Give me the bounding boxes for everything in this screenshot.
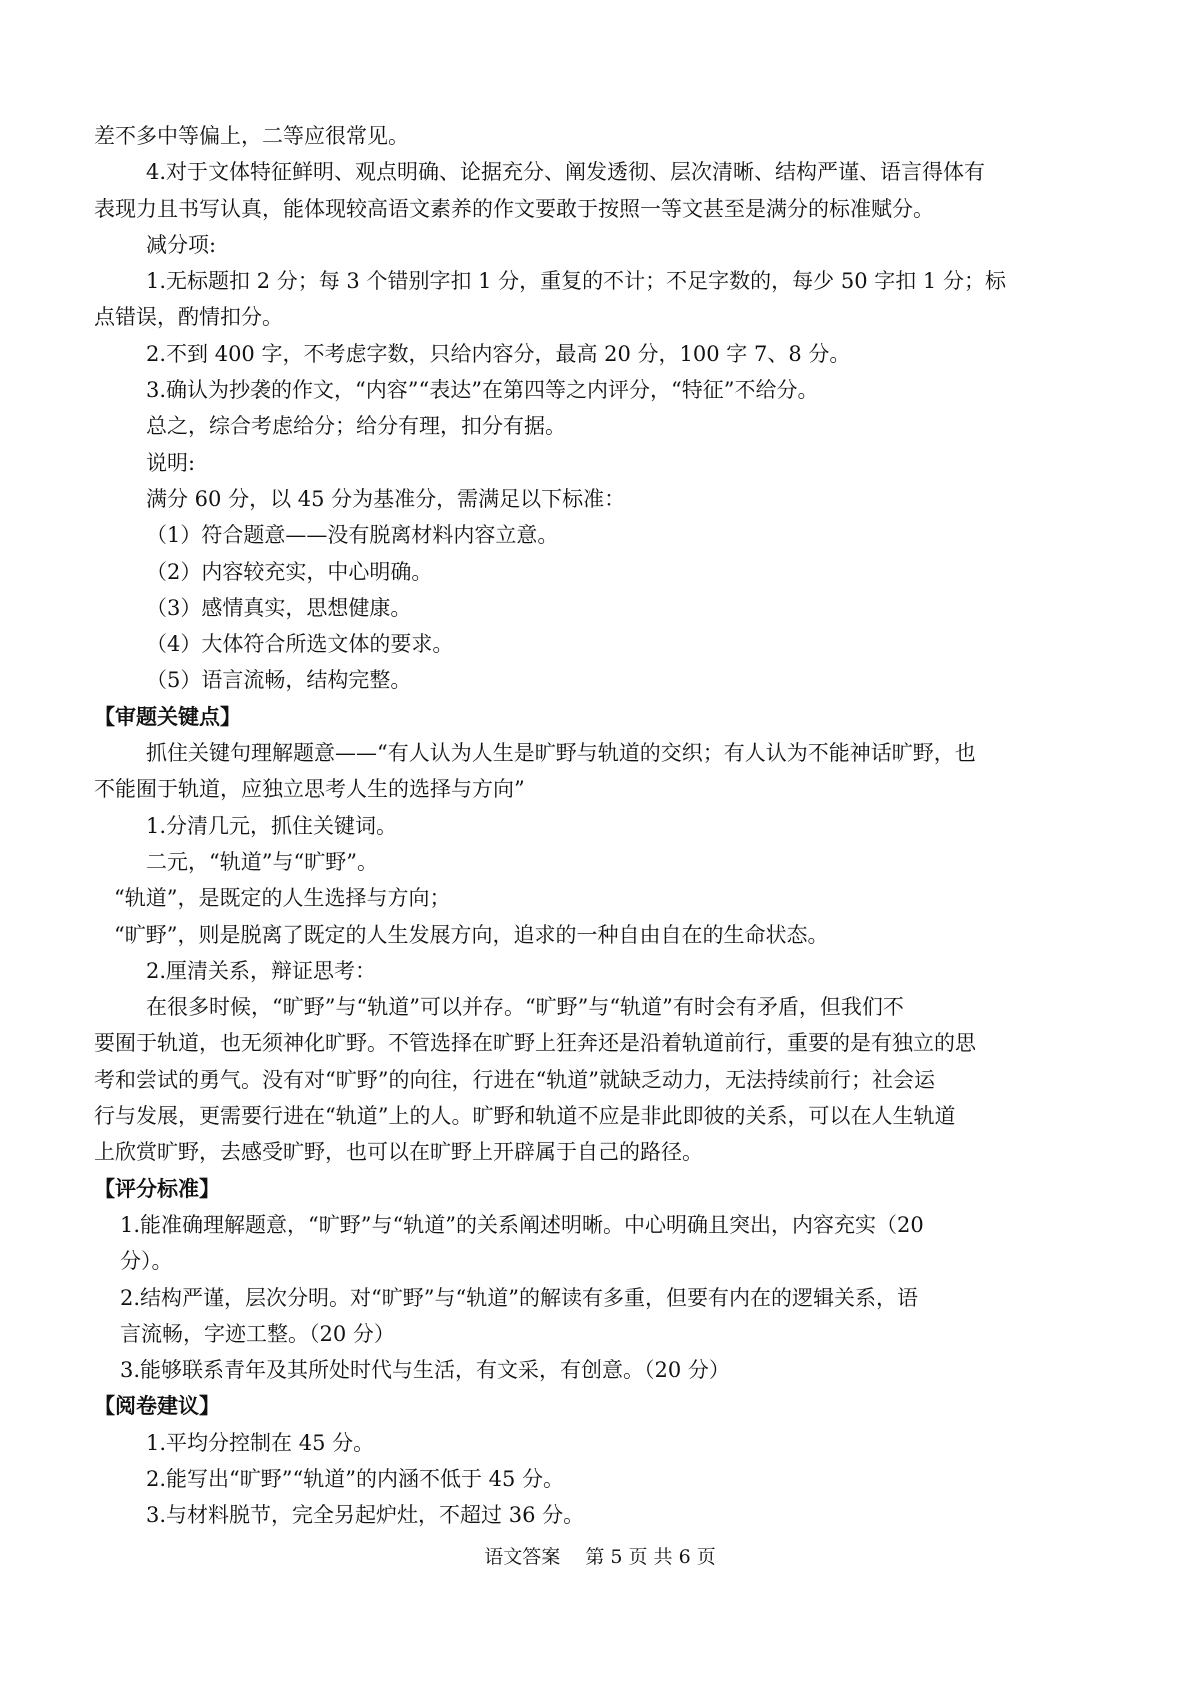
text-line: （2）内容较充实，中心明确。 bbox=[146, 559, 433, 584]
text-line: 总之，综合考虑给分；给分有理，扣分有据。 bbox=[146, 414, 566, 439]
text-line: 1.平均分控制在 45 分。 bbox=[146, 1430, 375, 1455]
text-line: 减分项: bbox=[146, 232, 217, 257]
text-line: （3）感情真实，思想健康。 bbox=[146, 595, 412, 620]
text-line: 表现力且书写认真，能体现较高语文素养的作文要敢于按照一等文甚至是满分的标准赋分。 bbox=[94, 196, 934, 221]
text-line: 1.能准确理解题意，“旷野”与“轨道”的关系阐述明晰。中心明确且突出，内容充实（20 bbox=[120, 1212, 924, 1237]
text-line: 4.对于文体特征鲜明、观点明确、论据充分、阐发透彻、层次清晰、结构严谨、语言得体有 bbox=[146, 160, 986, 185]
text-line: 2.厘清关系，辩证思考： bbox=[146, 958, 377, 983]
text-line: 3.确认为抄袭的作文，“内容”“表达”在第四等之内评分，“特征”不给分。 bbox=[146, 378, 819, 403]
text-line: 2.不到 400 字，不考虑字数，只给内容分，最高 20 分，100 字 7、8 分。 bbox=[146, 341, 851, 366]
text-line: （5）语言流畅，结构完整。 bbox=[146, 668, 412, 693]
text-line: 要囿于轨道，也无须神化旷野。不管选择在旷野上狂奔还是沿着轨道前行，重要的是有独立的思 bbox=[94, 1031, 976, 1056]
text-line: 上欣赏旷野，去感受旷野，也可以在旷野上开辟属于自己的路径。 bbox=[94, 1140, 703, 1165]
text-line: 言流畅，字迹工整。（20 分） bbox=[120, 1321, 395, 1346]
page-footer: 语文答案 第 5 页 共 6 页 bbox=[484, 1546, 716, 1568]
text-line: 1.分清几元，抓住关键词。 bbox=[146, 813, 398, 838]
text-line: “轨道”，是既定的人生选择与方向； bbox=[114, 886, 451, 911]
section-heading: 【审题关键点】 bbox=[94, 704, 241, 729]
text-line: （1）符合题意——没有脱离材料内容立意。 bbox=[146, 523, 559, 548]
text-line: 3.能够联系青年及其所处时代与生活，有文采，有创意。（20 分） bbox=[120, 1358, 730, 1383]
text-line: 2.结构严谨，层次分明。对“旷野”与“轨道”的解读有多重，但要有内在的逻辑关系，语 bbox=[120, 1285, 918, 1310]
text-line: 在很多时候，“旷野”与“轨道”可以并存。“旷野”与“轨道”有时会有矛盾，但我们不 bbox=[146, 995, 904, 1020]
section-heading: 【阅卷建议】 bbox=[94, 1394, 220, 1419]
text-line: 满分 60 分，以 45 分为基准分，需满足以下标准： bbox=[146, 486, 626, 511]
text-line: 差不多中等偏上，二等应很常见。 bbox=[94, 124, 409, 148]
text-line: “旷野”，则是脱离了既定的人生发展方向，追求的一种自由自在的生命状态。 bbox=[114, 922, 829, 947]
section-heading: 【评分标准】 bbox=[94, 1176, 220, 1201]
text-line: 点错误，酌情扣分。 bbox=[94, 305, 283, 330]
text-line: 分）。 bbox=[120, 1249, 173, 1274]
text-line: 二元，“轨道”与“旷野”。 bbox=[146, 849, 378, 874]
text-line: （4）大体符合所选文体的要求。 bbox=[146, 632, 454, 657]
text-line: 考和尝试的勇气。没有对“旷野”的向往，行进在“轨道”就缺乏动力，无法持续前行；社会运 bbox=[94, 1067, 935, 1092]
text-line: 2.能写出“旷野”“轨道”的内涵不低于 45 分。 bbox=[146, 1466, 565, 1491]
text-line: 不能囿于轨道，应独立思考人生的选择与方向” bbox=[94, 777, 525, 802]
text-line: 抓住关键句理解题意——“有人认为人生是旷野与轨道的交织；有人认为不能神话旷野，也 bbox=[146, 741, 976, 766]
text-line: 说明: bbox=[146, 450, 196, 475]
text-line: 3.与材料脱节，完全另起炉灶，不超过 36 分。 bbox=[146, 1503, 585, 1528]
text-line: 1.无标题扣 2 分；每 3 个错别字扣 1 分，重复的不计；不足字数的，每少 50 字扣 1 分；标 bbox=[146, 269, 1006, 294]
page-content bbox=[94, 118, 1114, 1534]
text-line: 行与发展，更需要行进在“轨道”上的人。旷野和轨道不应是非此即彼的关系，可以在人生轨道 bbox=[94, 1104, 956, 1129]
